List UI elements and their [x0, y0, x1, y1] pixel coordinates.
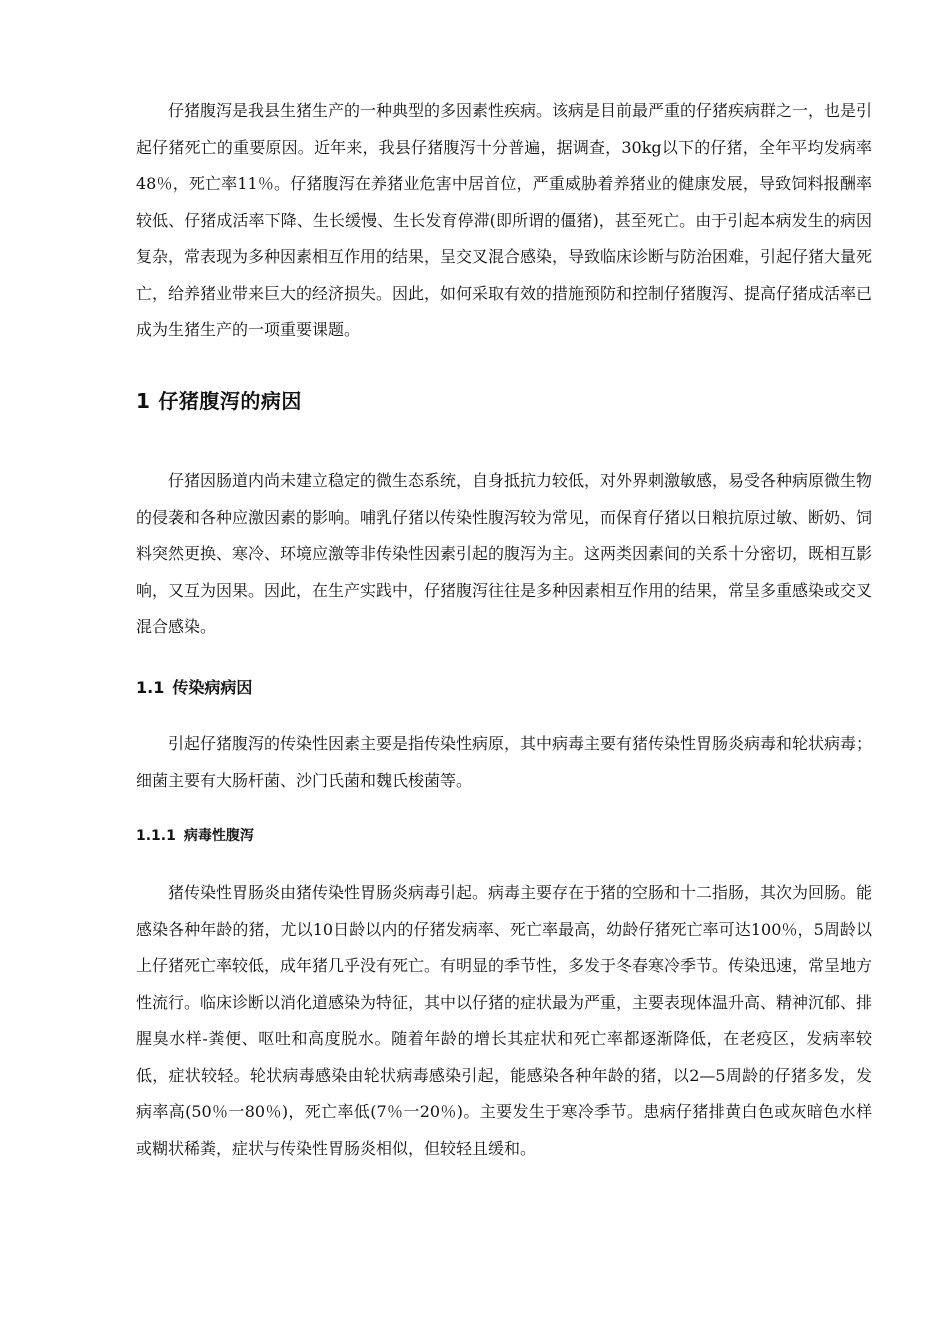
section-1-paragraph: 仔猪因肠道内尚未建立稳定的微生态系统，自身抵抗力较低，对外界刺激敏感，易受各种病原微生物的侵袭和各种应激因素的影响。哺乳仔猪以传染性腹泻较为常见，而保育仔猪以日粮抗原过敏、断奶、饲料突然更换、寒冷、环境应激等非传染性因素引起的腹泻为主。这两类因素间的关系十分密切，既相互影响，又互为因果。因此，在生产实践中，仔猪腹泻往往是多种因素相互作用的结果，常呈多重感染或交叉混合感染。 [136, 471, 873, 636]
section-1-heading [136, 385, 302, 414]
section-1-1-title: 传染病病因 [172, 678, 253, 697]
section-1-number: 1 [136, 389, 151, 413]
intro-paragraph: 仔猪腹泻是我县生猪生产的一种典型的多因素性疾病。该病是目前最严重的仔猪疾病群之一，也是引起仔猪死亡的重要原因。近年来，我县仔猪腹泻十分普遍，据调查，30kg以下的仔猪，全年平均发病率48％，死亡率11％。仔猪腹泻在养猪业危害中居首位，严重威胁着养猪业的健康发展，导致饲料报酬率较低、仔猪成活率下降、生长缓慢、生长发育停滞(即所谓的僵猪)，甚至死亡。由于引起本病发生的病因复杂，常表现为多种因素相互作用的结果，呈交叉混合感染，导致临床诊断与防治困难，引起仔猪大量死亡，给养猪业带来巨大的经济损失。因此，如何采取有效的措施预防和控制仔猪腹泻、提高仔猪成活率已成为生猪生产的一项重要课题。 [136, 101, 873, 339]
section-1-1-1-paragraph: 猪传染性胃肠炎由猪传染性胃肠炎病毒引起。病毒主要存在于猪的空肠和十二指肠，其次为回肠。能感染各种年龄的猪，尤以10日龄以内的仔猪发病率、死亡率最高，幼龄仔猪死亡率可达100％，5周龄以上仔猪死亡率较低，成年猪几乎没有死亡。有明显的季节性，多发于冬春寒冷季节。传染迅速，常呈地方性流行。临床诊断以消化道感染为特征，其中以仔猪的症状最为严重，主要表现体温升高、精神沉郁、排腥臭水样-粪便、呕吐和高度脱水。随着年龄的增长其症状和死亡率都逐渐降低，在老疫区，发病率较低，症状较轻。轮状病毒感染由轮状病毒感染引起，能感染各种年龄的猪，以2—5周龄的仔猪多发，发病率高(50％一80％)，死亡率低(7％一20％)。主要发生于寒冷季节。患病仔猪排黄白色或灰暗色水样或糊状稀粪，症状与传染性胃肠炎相似，但较轻且缓和。 [136, 883, 873, 1158]
section-1-1-paragraph: 引起仔猪腹泻的传染性因素主要是指传染性病原，其中病毒主要有猪传染性胃肠炎病毒和轮状病毒；细菌主要有大肠杆菌、沙门氏菌和魏氏梭菌等。 [136, 734, 873, 790]
section-1-title: 仔猪腹泻的病因 [158, 389, 302, 413]
section-1-1-1-number: 1.1.1 [136, 828, 176, 844]
section-1-1-number: 1.1 [136, 678, 165, 697]
section-1-1-heading [136, 675, 252, 698]
section-1-1-1-title: 病毒性腹泻 [183, 828, 254, 844]
section-1-1-1-heading [136, 825, 254, 845]
